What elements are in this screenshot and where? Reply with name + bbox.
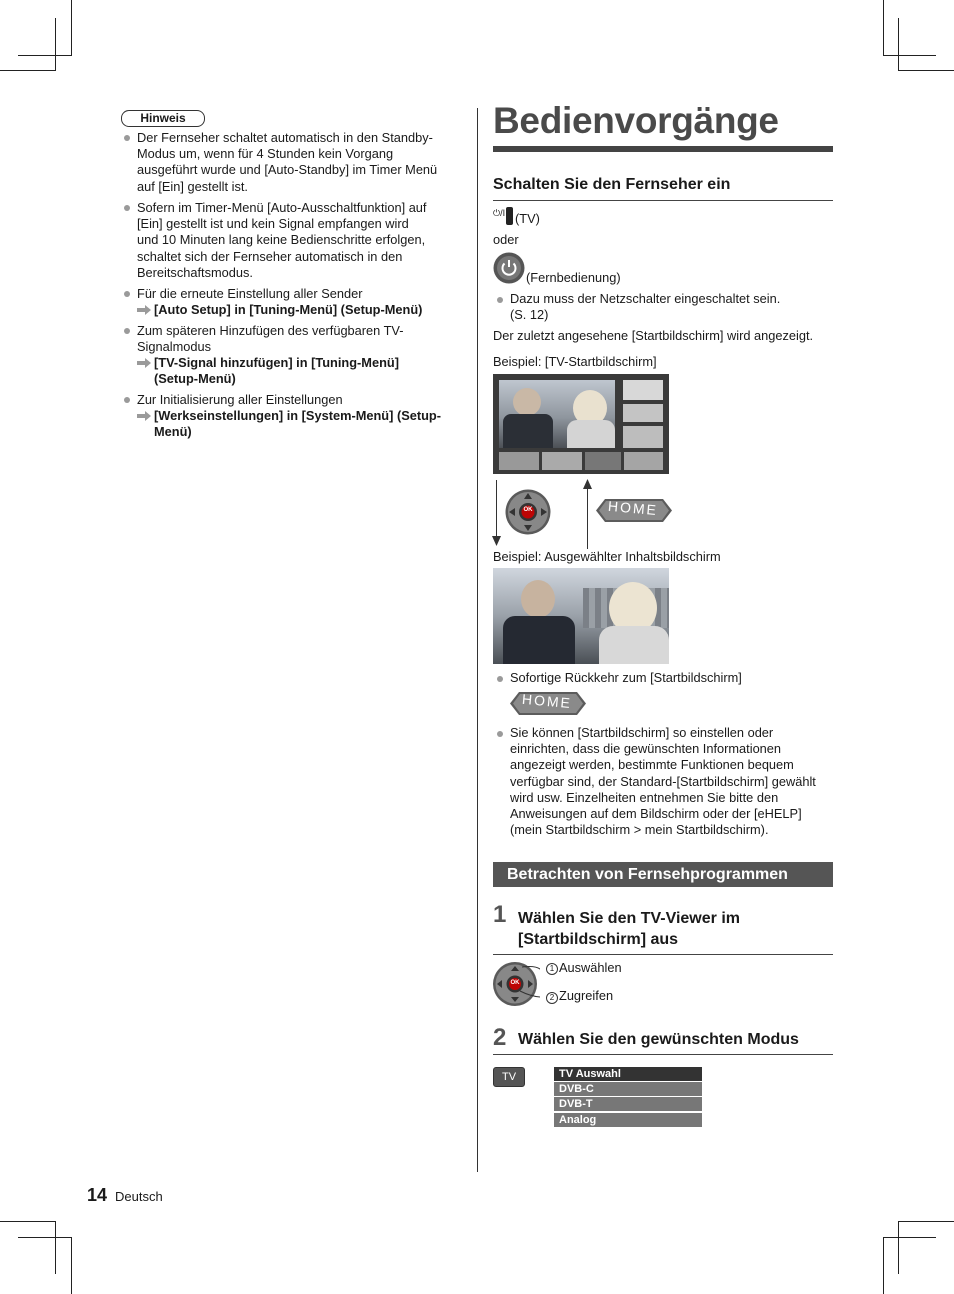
text-line: wird usw. Einzelheiten entnehmen Sie bitte den [510, 789, 779, 805]
text-line: verfügbar sind, der Standard-[Startbildschirm] gewählt [510, 773, 816, 789]
example-label-home: Beispiel: [TV-Startbildschirm] [493, 354, 657, 369]
section-rule [493, 200, 833, 201]
step-number: 1 [493, 901, 507, 928]
home-screen-image [493, 374, 669, 474]
text-line: Der Fernseher schaltet automatisch in den Standby- [137, 130, 433, 145]
text-line: einrichten, dass die gewünschten Informationen [510, 741, 782, 757]
down-arrow-line [496, 480, 497, 540]
tv-power-switch-icon [506, 207, 513, 225]
text-line: (S. 12) [510, 307, 549, 323]
step-number: 2 [493, 1024, 507, 1051]
menu-item-dvb-t: DVB-T [554, 1097, 702, 1111]
circled-number: 1 [546, 963, 558, 975]
text-line: Signalmodus [137, 339, 211, 355]
text-line: Für die erneute Einstellung aller Sender [137, 286, 363, 301]
step-1-text: Wählen Sie den TV-Viewer im [518, 910, 740, 927]
menu-header-tv-selection: TV Auswahl [554, 1067, 702, 1081]
bullet-dot [497, 297, 503, 303]
reference-text: [Auto Setup] in [Tuning-Menü] (Setup-Menü) [154, 302, 423, 317]
tv-button: TV [493, 1067, 525, 1087]
remote-label: (Fernbedienung) [526, 270, 621, 285]
step-2-text: Wählen Sie den gewünschten Modus [518, 1031, 799, 1048]
text-line: Zur Initialisierung aller Einstellungen [137, 392, 343, 407]
up-arrow-icon [583, 479, 592, 489]
column-divider [477, 108, 478, 1172]
title-underline [493, 146, 833, 152]
text-line: Modus um, wenn für 4 Stunden kein Vorgang [137, 146, 394, 162]
page-number: 14 [87, 1185, 108, 1205]
language-label: Deutsch [115, 1189, 163, 1204]
text-line: ausgeführt wurde und [Auto-Standby] im Timer Menü [137, 162, 438, 178]
text-line: schaltet sich der Fernseher automatisch in den [137, 248, 403, 264]
text-line: auf [Ein] gestellt ist. [137, 178, 248, 194]
down-arrow-icon [492, 536, 501, 546]
bullet-dot [497, 676, 503, 682]
text-line: Dazu muss der Netzschalter eingeschaltet sein. [510, 291, 781, 306]
reference-arrow-icon [137, 305, 151, 315]
standby-symbol: ⏻/I [493, 208, 506, 218]
remote-power-button-icon [493, 252, 525, 284]
example-label-content: Beispiel: Ausgewählter Inhaltsbildschirm [493, 549, 721, 564]
text-line: Sofern im Timer-Menü [Auto-Ausschaltfunktion] auf [137, 200, 427, 215]
reference-text: Menü) [154, 424, 192, 440]
bullet-dot [497, 731, 503, 737]
tv-label: (TV) [515, 211, 540, 226]
reference-arrow-icon [137, 358, 151, 368]
up-arrow-line [587, 487, 588, 549]
step-rule [493, 1054, 833, 1055]
ok-label: OK [510, 980, 520, 986]
section-heading-power-on: Schalten Sie den Fernseher ein [493, 176, 731, 193]
reference-text: [Werkseinstellungen] in [System-Menü] (Setup- [154, 408, 442, 423]
note-label: Hinweis [121, 110, 205, 127]
reference-arrow-icon [137, 411, 151, 421]
menu-item-analog: Analog [554, 1113, 702, 1127]
or-label: oder [493, 232, 519, 247]
menu-item-dvb-c: DVB-C [554, 1082, 702, 1096]
content-screen-image [493, 568, 669, 664]
home-button-label: HOME [607, 497, 659, 519]
instant-return-text: Sofortige Rückkehr zum [Startbildschirm] [510, 670, 742, 685]
text-line: Bereitschaftsmodus. [137, 264, 253, 280]
reference-text: (Setup-Menü) [154, 371, 236, 387]
circled-number: 2 [546, 992, 558, 1004]
text-line: Zum späteren Hinzufügen des verfügbaren TV- [137, 323, 404, 338]
text-line: (mein Startbildschirm > mein Startbildschirm). [510, 822, 769, 838]
select-label: Auswählen [559, 960, 622, 975]
text-line: und 10 Minuten lang keine Bedienschritte erfolgen, [137, 232, 426, 248]
text-line: [Ein] gestellt ist und kein Signal empfangen wird [137, 216, 409, 232]
text-line: angezeigt werden, bestimmte Funktionen bequem [510, 757, 794, 773]
step-rule [493, 954, 833, 955]
ok-label: OK [523, 507, 533, 513]
step-1-text: [Startbildschirm] aus [518, 931, 679, 948]
text-line: Anweisungen auf dem Bildschirm oder der [eHELP] [510, 806, 802, 822]
access-label: Zugreifen [559, 988, 614, 1003]
home-button-label: HOME [521, 690, 573, 712]
section-band-watching-tv: Betrachten von Fernsehprogrammen [493, 862, 833, 887]
reference-text: [TV-Signal hinzufügen] in [Tuning-Menü] [154, 355, 399, 370]
last-viewed-text: Der zuletzt angesehene [Startbildschirm] wird angezeigt. [493, 328, 814, 343]
page-title: Bedienvorgänge [493, 100, 779, 141]
text-line: Sie können [Startbildschirm] so einstellen oder [510, 725, 774, 740]
